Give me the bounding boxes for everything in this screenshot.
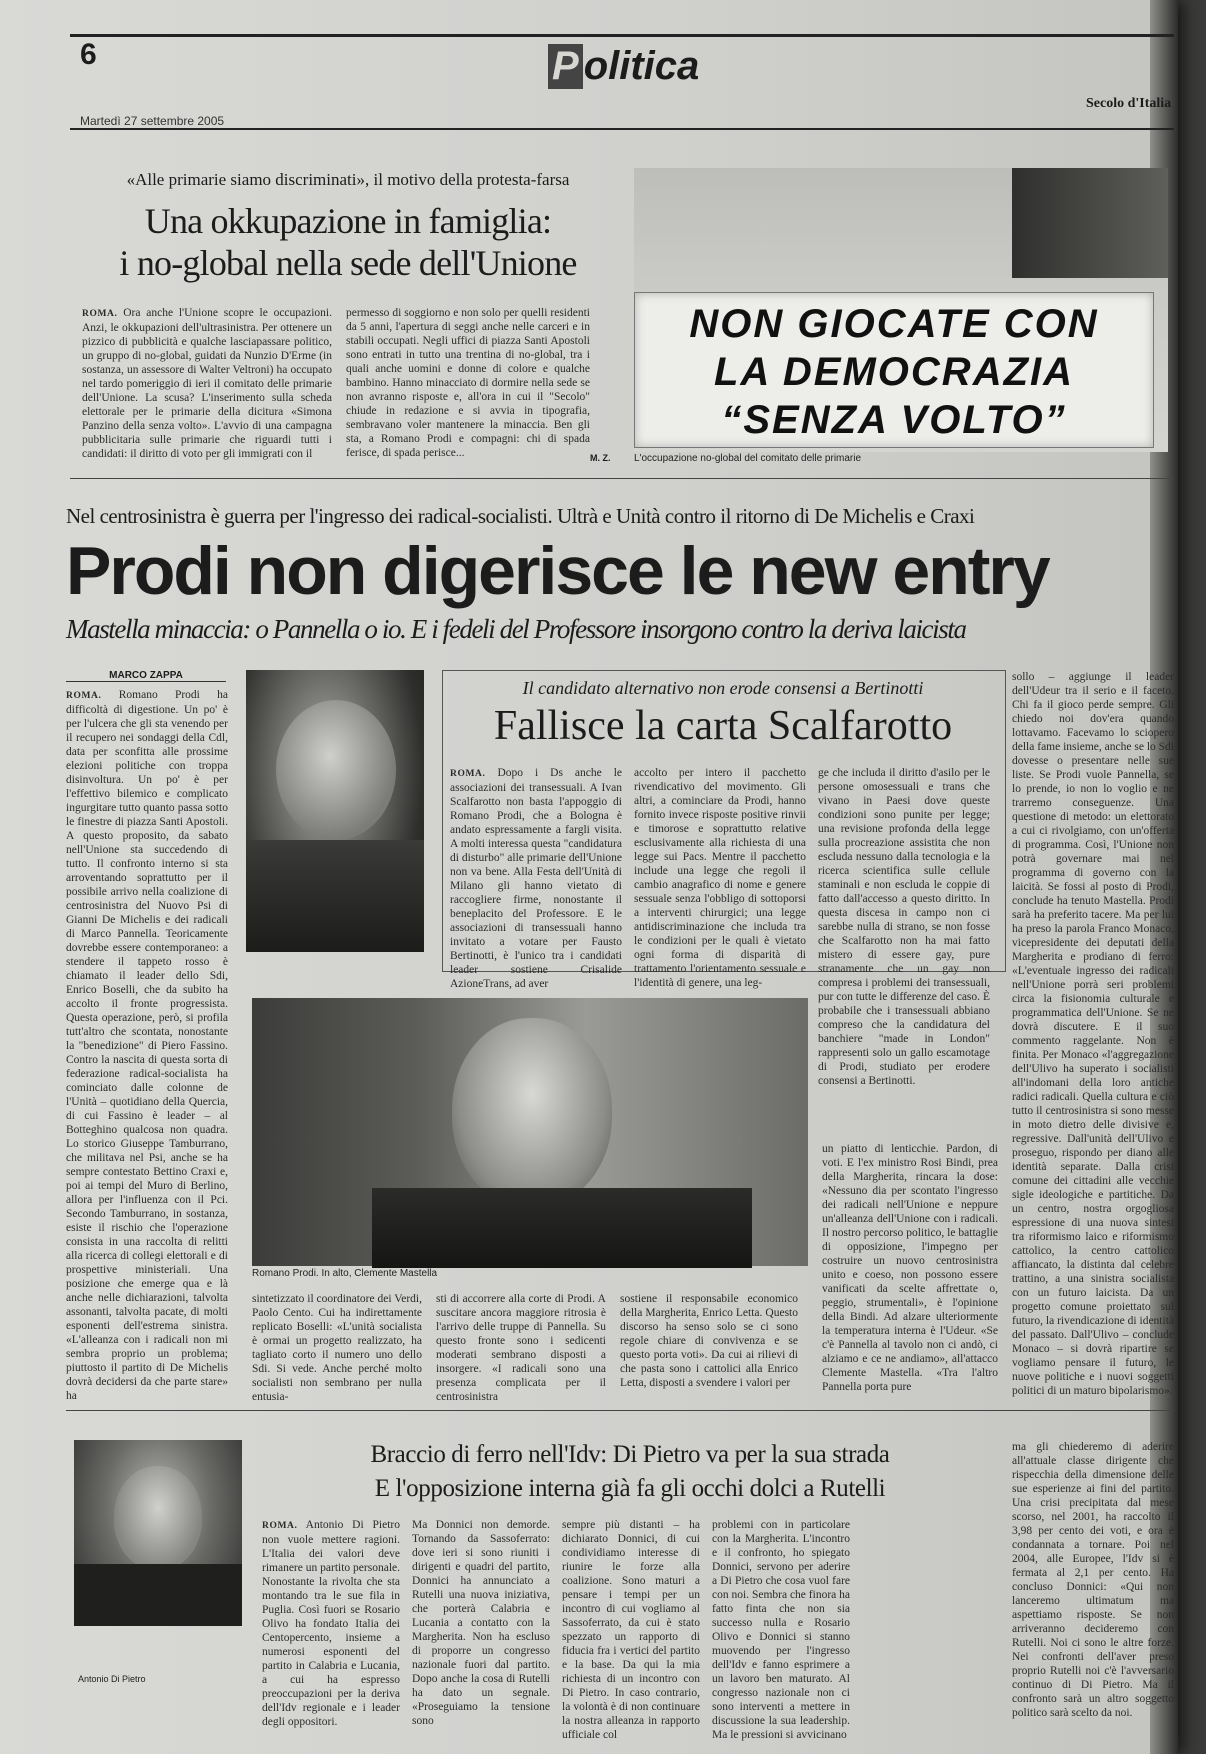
dipietro-photo	[74, 1440, 242, 1626]
top-story-signature: M. Z.	[590, 453, 611, 463]
byline: MARCO ZAPPA	[66, 670, 226, 682]
bottom-col1: ROMA. Antonio Di Pietro non vuole mettere ragioni. L'Italia dei valori deve rimanere un partito personale. Nonostante la rivolta che sta montando tra le sue fila in Puglia. Così fuori se Rosario Olivo ha fondato Italia dei Centopercento, insieme a numerosi esponenti del partito in Calabria e Lucania, a cui ha espresso preoccupazioni per la deriva dell'Idv regionale e i leader degli oppositori.	[262, 1519, 400, 1728]
main-kicker: Nel centrosinistra è guerra per l'ingresso dei radical-socialisti. Ultrà e Unità contro il ritorno di De Michelis e Craxi	[66, 504, 975, 528]
main-col1: ROMA. Romano Prodi ha difficoltà di digestione. Un po' è per l'ulcera che gli sta venendo per il recupero nei sondaggi della Cdl, data per sconfitta alle prossime elezioni politiche con troppa disinvoltura. Un po' è per l'effettivo bilemico e complicato ingurgitare tutto quanto passa sotto le finestre di piazza Santi Apostoli. A questo proposito, da sabato nell'Unione sta succedendo di tutto. Il confronto interno si sta arroventando soprattutto per il possibile arrivo nella coalizione di centrosinistra del Nuovo Psi di Gianni De Michelis e dei radicali di Marco Pannella. Teoricamente dovrebbe essere contemporaneo: a stendere il tappeto rosso è chiamato il leader dello Sdi, Enrico Boselli, che da subito ha accolto il fronte progressista. Questa operazione, però, si profila tutt'altro che scontata, nonostante la "benedizione" di Piero Fassino. Contro la nascita di questa sorta di federazione radical-socialista ha cominciato dalle colonne de l'Unità – quotidiano della Quercia, di cui Fassino è leader – al Botteghino qualcosa non quadra. Lo storico Giuseppe Tamburrano, che militava nel Psi, anche se ha sempre contestato Bettino Craxi e, poi ai tempi del Muro di Berlino, allora per l'influenza con il Pci. Secondo Tamburrano, in sostanza, esiste il rischio che l'operazione consista in una raccolta di relitti alla ricerca di collegi elettorali e di prospettive ministeriali. Una posizione che emerge qua e là anche nelle dichiarazioni, talvolta assonanti, talvolta pacate, di molti esponenti dell'estrema sinistra. «L'alleanza con i radicali non mi sembra proprio un problema; piuttosto il partito di De Michelis dovrà decidersi da che parte stare» ha	[66, 689, 228, 1402]
bottom-col3: sempre più distanti – ha dichiarato Donnici, di cui condividiamo interesse di riunire le forze alla coalizione. Sono maturi a pensare i tempi per un incontro di cui vogliamo al Sassoferrato, da cui è stato spezzato un rapporto di fiducia fra i vertici del partito e la base. Da qui la mia richiesta di un incontro con Di Pietro. In caso contrario, la volontà è di non continuare la nostra alleanza in rapporto ufficiale col	[562, 1519, 700, 1741]
dipietro-face	[114, 1466, 202, 1570]
issue-date: Martedì 27 settembre 2005	[80, 114, 225, 128]
top-story-body	[82, 306, 590, 461]
box-body	[450, 766, 996, 1087]
top-headline-line1: Una okkupazione in famiglia:	[144, 201, 552, 241]
page-number: 6	[80, 38, 97, 71]
masthead-top-rule	[70, 34, 1174, 37]
occupation-photo	[634, 168, 1168, 452]
box-headline: Fallisce la carta Scalfarotto	[493, 703, 953, 749]
bottom-story-body	[262, 1518, 1002, 1744]
banner-line2: LA DEMOCRAZIA	[713, 350, 1075, 394]
section-divider	[70, 478, 1174, 479]
section-title	[548, 44, 699, 89]
section-title-rest: olitica	[583, 44, 700, 88]
bottom-col5: ma gli chiederemo di aderire all'attuale classe dirigente che rispecchia della dimensione delle sue esperienze ai fini del partito. Una crisi precipitata dal mese scorso, nel 2001, ha raccolto il 3,98 per cento dei voti, e ora è condannata a tornare. Poi nel 2004, alle Europee, l'Idv si è fermata al 2,1 per cento. Ha concluso Donnici: «Qui non lanceremo ultimatum ma aspettiamo risposte. Se non arriveranno decideremo con Rutelli. Noi ci sono le altre forze. Nei confronti dell'aver preso proprio Rutelli noi c'è l'avversario continuo di Di Pietro. Ma il confronto sarà un altro soggetto politico sarà scelto da noi.	[1012, 1441, 1174, 1719]
mastella-suit	[246, 840, 424, 952]
bottom-col4: problemi con in particolare con la Margherita. L'incontro e il confronto, ho spiegato Donnici, servono per aderire a Di Pietro che cosa vuol fare con noi. Sembra che finora ha fatto finta che non sia successo nulla e Rosario Olivo e Donnici si stanno muovendo per l'ingresso dell'Idv e fanno esprimere a un lavoro ben maturato. Al congresso nazionale non ci sono interventi a mettere in discussione la sua leadership. Ma le pressioni si avvicinano	[712, 1519, 850, 1741]
bottom-headline-line1: Braccio di ferro nell'Idv: Di Pietro va per la sua strada	[370, 1441, 890, 1468]
top-story-col2: permesso di soggiorno e non solo per quelli residenti da 5 anni, l'apertura di seggi anche nelle carceri e in stabili occupati. Negli uffici di piazza Santi Apostoli sono entrati in tutto una trentina di no-global, tra i quali anche uomini e donne di colore e qualche bambino. Hanno minacciato di dormire nella sede se non avranno risposte e, all'ora in cui il "Secolo" chiude in redazione e si avvia in tipografia, sembravano voler mantenere la minaccia. Ben gli sta, a Romano Prodi e compagni: chi di spada ferisce, di spada perisce...	[346, 307, 590, 459]
main-subheadline: Mastella minaccia: o Pannella o io. E i fedeli del Professore insorgono contro la deriva laicista	[66, 614, 966, 644]
top-story-kicker: «Alle primarie siamo discriminati», il motivo della protesta-farsa	[126, 170, 570, 189]
prodi-photo-caption: Romano Prodi. In alto, Clemente Mastella	[252, 1268, 438, 1279]
main-col-right: sollo – aggiunge il leader dell'Udeur tra il serio e il faceto. Chi fa il gioco perde sempre. Gli chiedo noi dov'era quando lottavamo. Facevamo lo sciopero della fame insieme, anche se lo Sdi dovesse o presentare nelle sue liste. Se Prodi vuole Pannella, se lo prende, io non lo voglio e ne trarremo conseguenze. Una questione di metodo: un elettorato a cui ci rivolgiamo, con un'offerta di programma. Così, l'Unione non potrà governare mai nel programma di governo con la laicità. Se fossi al posto di Prodi, conclude ha tenuto Mastella. Prodi sarà ha preferito tacere. Ma per lui ha preso la parola Franco Monaco, vicepresidente dei deputati della Margherita e prodiano di ferro: «L'eventuale ingresso dei radicali nell'Unione porrà seri problemi circa la fisionomia culturale e programmatica dell'Unione. Se ne dovrà discutere. E il suo commento raggelante. Non è finita. Per Monaco «l'aggregazione dell'Ulivo ha superato i socialisti all'indomani della loro antiche radici radicali. Quella cultura e ciò tutto il centrosinistra si sono messe in moto dietro delle divisive e, regressive. Dall'unità dell'Ulivo e proseguo, rispondo per diano alle identità separate. Dalla crisi comune dei cittadini alle vecchie sigle ideologiche e partitiche. Da un centro, nostra orgogliosa espressione di una nuova sintesi tra riformismo laico e riformismo cattolico, la centro cattolico affiancato, la distinta dal celebre trattino, a una sinistra socialista con un futuro laicista. Da un progetto comune proiettato sul futuro, la rivendicazione di identità del passato. Dall'Ulivo – conclude Monaco – si dovrà ripartire se vogliamo pensare il futuro, le nuove politiche e i nuovi soggetti politici di un maturo bipolarismo».	[1012, 671, 1174, 1397]
occupation-photo-caption: L'occupazione no-global del comitato delle primarie	[634, 453, 862, 464]
bottom-headline-line2: E l'opposizione interna già fa gli occhi dolci a Rutelli	[374, 1475, 886, 1502]
banner-line1: NON GIOCATE CON	[689, 302, 1099, 346]
main-col-lower2: sintetizzato il coordinatore dei Verdi, Paolo Cento. Cui ha indirettamente replicato Boselli: «L'unità socialista è ormai un progetto realizzato, ha tagliato corto il numero uno dello Sdi. Si vede. Anche perché molto socialisti non sembrano per nulla entusia-	[252, 1293, 422, 1403]
top-headline-line2: i no-global nella sede dell'Unione	[119, 243, 577, 283]
prodi-suit	[372, 1188, 752, 1268]
section-initial: P	[548, 44, 583, 89]
masthead-bottom-rule	[70, 128, 1174, 130]
top-story-col1: ROMA. Ora anche l'Unione scopre le occupazioni. Anzi, le okkupazioni dell'ultrasinistra. Per ottenere un pizzico di pubblicità e qualche lasciapassare politico, un gruppo di no-global, guidati da Nunzio D'Erme (in sostanza, un assessore di Walter Veltroni) ha occupato nel tardo pomeriggio di ieri il comitato delle primarie dell'Unione. La scusa? L'inserimento sulla scheda elettorale per le primarie della dicitura «Simona Panzino della senza volto». L'avvio di una campagna pubblicitaria sulle primarie che riguardi tutti i candidati: il diritto di voto per gli immigrati con il	[82, 307, 333, 460]
box-col2: accolto per intero il pacchetto rivendicativo del movimento. Gli altri, a cominciare da Prodi, hanno fornito invece risposte positive rinvii e timorose e soprattutto relative esclusivamente alla richiesta di una legge sui Pacs. Mentre il pacchetto include una legge che regoli il cambio anagrafico di nome e genere sessuale senza l'obbligo di sottoporsi a interventi chirurgici; una legge antidiscriminazione che includa tra le condizioni per le quali è vietato ogni forma di disparità di trattamento l'orientamento sessuale e l'identità di genere, una leg-	[634, 767, 806, 989]
banner-text	[654, 300, 1134, 444]
bottom-divider	[66, 1410, 1174, 1411]
bottom-col2: Ma Donnici non demorde. Tornando da Sassoferrato: dove ieri si sono riuniti i dirigenti e quadri del partito, Donnici ha annunciato a Rutelli una nuova iniziativa, che porterà Calabria e Lucania a contatto con la Margherita. Non ha escluso di proporre un congresso nazionale fuori dal partito. Dopo anche la cosa di Rutelli ha dato un segnale. «Proseguiamo la tensione sono	[412, 1519, 550, 1727]
main-col-lower5: un piatto di lenticchie. Pardon, di voti. E l'ex ministro Rosi Bindi, prea della Margherita, rincara la dose: «Nessuno dia per scontato l'ingresso dei radicali nell'Unione e neppure un'alleanza dell'Unione con i radicali. Il nostro percorso politico, le battaglie di opposizione, l'impegno per costruire un nuovo centrosinistra unito e coeso, non possono essere vanificati da scelte affrettate o, peggio, strumentali», è l'opinione della Bindi. Ad alzare ulteriormente la temperatura interna è l'Udeur. «Se c'è Pannella al tavolo non ci andò, ci alziamo e ce ne andiamo», all'attacco Clemente Mastella. «Tra l'altro Pannella porta pure	[822, 1143, 998, 1393]
main-col-lower3: sti di accorrere alla corte di Prodi. A suscitare ancora maggiore ritrosia è l'arrivo delle truppe di Pannella. Su questo fronte sono i sedicenti moderati sembrano disposti a insorgere. «I radicali sono una presenza complicata per il centrosinistra	[436, 1293, 606, 1403]
window-shutter	[1012, 168, 1168, 278]
main-headline: Prodi non digerisce le new entry	[66, 533, 1049, 609]
dipietro-suit	[74, 1564, 242, 1626]
box-kicker: Il candidato alternativo non erode consensi a Bertinotti	[522, 678, 924, 698]
dipietro-photo-caption: Antonio Di Pietro	[78, 1674, 146, 1684]
box-col3: ge che includa il diritto d'asilo per le persone omosessuali e trans che vivano in Paesi dove queste condizioni sono punite per legge; una revisione profonda della legge sulla procreazione assistita che non escluda nessuno dalla tecnologia e la ricerca scientifica sulle cellule staminali e non escluda le coppie di fatto dall'accesso a questo diritto. In questa discesa in campo non ci sarebbe nulla di strano, se non fosse che Scalfarotto non ha mai fatto mistero di essere gay, pure stranamente che un gay non compresa i problemi dei transessuali, pur con tutte le differenze del caso. È probabile che i transessuali abbiano compreso che la candidatura del banchiere "made in London" rappresenti solo un gallo escamotage di Prodi, studiato per erodere consensi a Bertinotti.	[818, 767, 990, 1087]
mastella-face	[276, 700, 396, 840]
top-story-headline	[78, 200, 618, 284]
box-col1: ROMA. Dopo i Ds anche le associazioni dei transessuali. A Ivan Scalfarotto non basta l'appoggio di Romano Prodi, che a Bologna è andato espressamente a fargli visita. A molti interessa questa "candidatura di disturbo" alle primarie dell'Unione non va bene. Alla Festa dell'Unità di Milano gli hanno vietato di raccogliere firme, nonostante il beneplacito del Professore. E le associazioni di transessuali hanno invitato a votare per Fausto Bertinotti, è l'unico tra i candidati leader sostiene Crisalide AzioneTrans, ad aver	[450, 767, 622, 990]
bottom-headline	[260, 1438, 1000, 1506]
main-col-lower4: sostiene il responsabile economico della Margherita, Enrico Letta. Questo discorso ha senso solo se ci sono regole chiare di convivenza e se questo porta voti». Da cui ai rilievi di che pasta sono i cattolici alla Enrico Letta, disposti a svendere i valori per	[620, 1293, 798, 1389]
banner-line3: “SENZA VOLTO”	[721, 398, 1067, 442]
prodi-face	[452, 1018, 612, 1208]
mastella-photo	[246, 670, 424, 952]
newspaper-name: Secolo d'Italia	[1086, 96, 1172, 111]
prodi-photo	[252, 998, 808, 1266]
